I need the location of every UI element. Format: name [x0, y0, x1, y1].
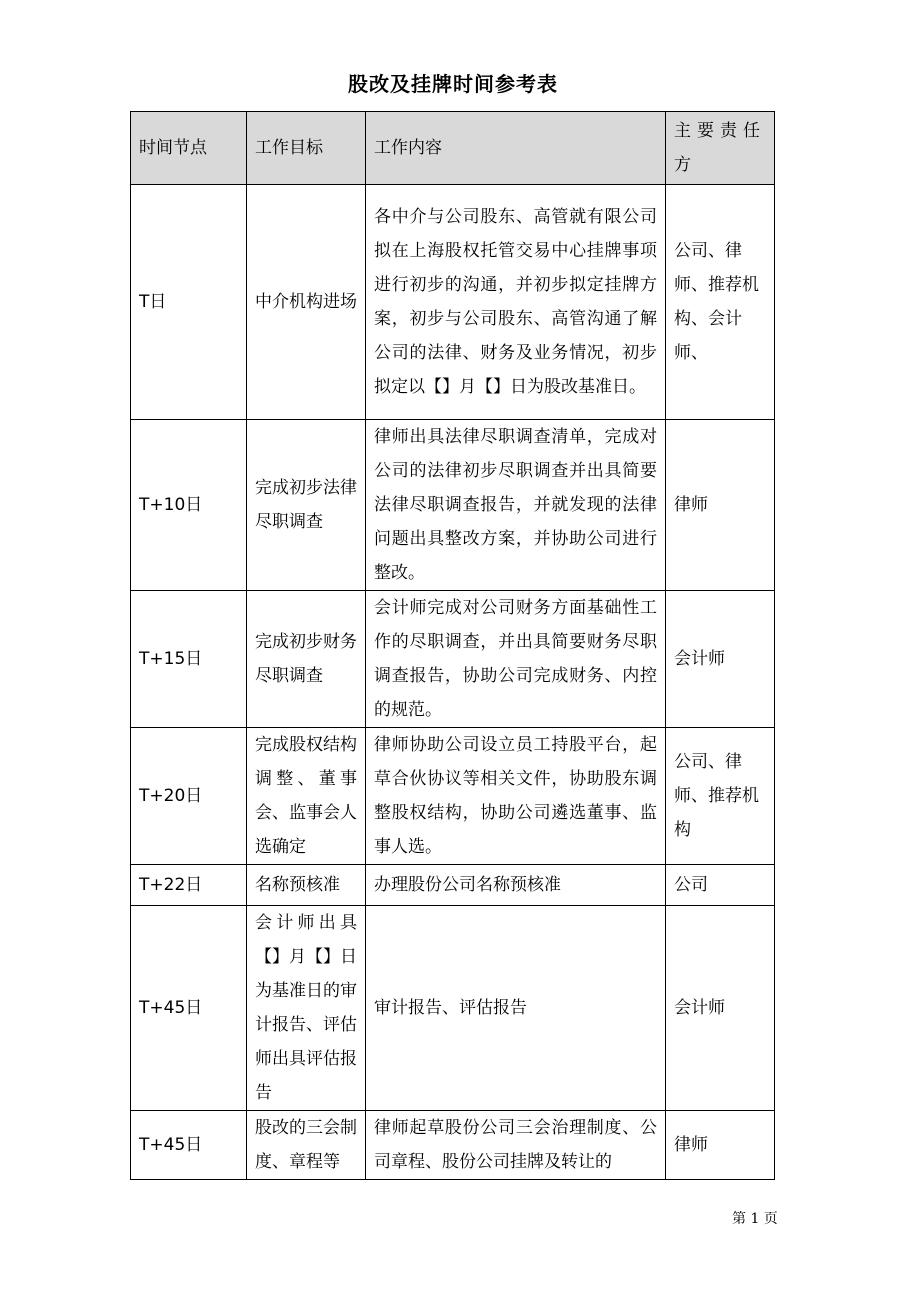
table-row: [131, 420, 775, 591]
cell-goal: 股改的三会制度、章程等: [247, 1111, 366, 1180]
table-row: [131, 591, 775, 728]
table-row: [131, 728, 775, 865]
cell-goal: 中介机构进场: [247, 185, 366, 420]
page-number: 第 1 页: [732, 1211, 778, 1227]
cell-party: 律师: [666, 420, 775, 591]
table-row: [131, 185, 775, 420]
cell-content: 审计报告、评估报告: [366, 906, 666, 1111]
cell-goal: 完成初步法律尽职调查: [247, 420, 366, 591]
cell-time: T+45日: [131, 1111, 247, 1180]
cell-time: T+20日: [131, 728, 247, 865]
cell-goal: 完成初步财务尽职调查: [247, 591, 366, 728]
header-content: 工作内容: [366, 112, 666, 185]
table-row: [131, 865, 775, 906]
header-party: 主要责任方: [666, 112, 775, 185]
cell-party: 会计师: [666, 591, 775, 728]
table-header-row: [131, 112, 775, 185]
cell-content: 各中介与公司股东、高管就有限公司拟在上海股权托管交易中心挂牌事项进行初步的沟通，并初步拟定挂牌方案，初步与公司股东、高管沟通了解公司的法律、财务及业务情况，初步拟定以【】月【】日为股改基准日。: [366, 185, 666, 420]
cell-party: 律师: [666, 1111, 775, 1180]
cell-party: 公司: [666, 865, 775, 906]
cell-party: 会计师: [666, 906, 775, 1111]
page-title: 股改及挂牌时间参考表: [348, 72, 558, 96]
cell-goal: 完成股权结构调整、董事会、监事会人选确定: [247, 728, 366, 865]
cell-party: 公司、律师、推荐机构: [666, 728, 775, 865]
cell-content: 律师协助公司设立员工持股平台，起草合伙协议等相关文件，协助股东调整股权结构，协助公司遴选董事、监事人选。: [366, 728, 666, 865]
cell-content: 律师出具法律尽职调查清单，完成对公司的法律初步尽职调查并出具简要法律尽职调查报告，并就发现的法律问题出具整改方案，并协助公司进行整改。: [366, 420, 666, 591]
cell-goal: 会计师出具【】月【】日为基准日的审计报告、评估师出具评估报告: [247, 906, 366, 1111]
cell-time: T+10日: [131, 420, 247, 591]
cell-goal: 名称预核准: [247, 865, 366, 906]
cell-time: T+45日: [131, 906, 247, 1111]
header-time: 时间节点: [131, 112, 247, 185]
table-row: [131, 906, 775, 1111]
header-goal: 工作目标: [247, 112, 366, 185]
cell-party: 公司、律师、推荐机构、会计师、: [666, 185, 775, 420]
cell-time: T+22日: [131, 865, 247, 906]
cell-content: 会计师完成对公司财务方面基础性工作的尽职调查，并出具简要财务尽职调查报告，协助公司完成财务、内控的规范。: [366, 591, 666, 728]
cell-time: T+15日: [131, 591, 247, 728]
cell-content: 律师起草股份公司三会治理制度、公司章程、股份公司挂牌及转让的: [366, 1111, 666, 1180]
schedule-table: [130, 111, 775, 1180]
cell-time: T日: [131, 185, 247, 420]
cell-content: 办理股份公司名称预核准: [366, 865, 666, 906]
table-row: [131, 1111, 775, 1180]
